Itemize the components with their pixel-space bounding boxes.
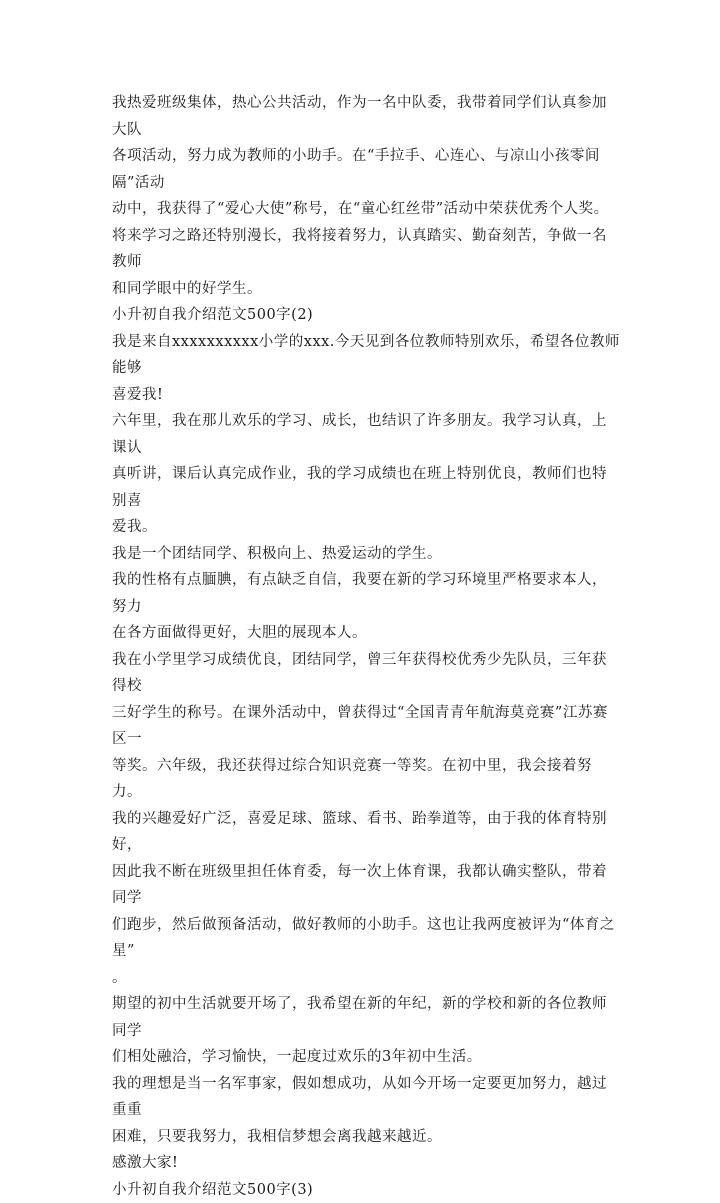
section-heading: 小升初自我介绍范文500字(3) — [112, 1177, 620, 1203]
paragraph-line: 各项活动，努力成为教师的小助手。在“手拉手、心连心、与凉山小孩零间隔”活动 — [112, 143, 620, 196]
paragraph-line: 在各方面做得更好，大胆的展现本人。 — [112, 620, 620, 647]
paragraph-line: 因此我不断在班级里担任体育委，每一次上体育课，我都认确实整队，带着同学 — [112, 859, 620, 912]
paragraph-line: 六年里，我在那儿欢乐的学习、成长，也结识了许多朋友。我学习认真，上课认 — [112, 408, 620, 461]
paragraph-line: 我的兴趣爱好广泛，喜爱足球、篮球、看书、跆拳道等，由于我的体育特别好， — [112, 806, 620, 859]
paragraph-line: 我的性格有点腼腆，有点缺乏自信，我要在新的学习环境里严格要求本人，努力 — [112, 567, 620, 620]
paragraph-line: 们跑步，然后做预备活动，做好教师的小助手。这也让我两度被评为“体育之星” — [112, 912, 620, 965]
section-heading: 小升初自我介绍范文500字(2) — [112, 302, 620, 329]
paragraph-line: 期望的初中生活就要开场了，我希望在新的年纪，新的学校和新的各位教师同学 — [112, 991, 620, 1044]
paragraph-line: 喜爱我! — [112, 382, 620, 409]
paragraph-line: 动中，我获得了“爱心大使”称号，在“童心红丝带”活动中荣获优秀个人奖。 — [112, 196, 620, 223]
paragraph-line: 我热爱班级集体，热心公共活动，作为一名中队委，我带着同学们认真参加大队 — [112, 90, 620, 143]
paragraph-line: 。 — [112, 965, 620, 992]
paragraph-line: 们相处融洽，学习愉快，一起度过欢乐的3年初中生活。 — [112, 1044, 620, 1071]
paragraph-line: 我的理想是当一名军事家，假如想成功，从如今开场一定要更加努力，越过重重 — [112, 1071, 620, 1124]
paragraph-line: 我是一个团结同学、积极向上、热爱运动的学生。 — [112, 541, 620, 568]
paragraph-line: 困难，只要我努力，我相信梦想会离我越来越近。 — [112, 1124, 620, 1151]
paragraph-line: 感激大家! — [112, 1150, 620, 1177]
document-body — [112, 90, 620, 1203]
paragraph-line: 将来学习之路还特别漫长，我将接着努力，认真踏实、勤奋刻苦，争做一名教师 — [112, 223, 620, 276]
paragraph-line: 和同学眼中的好学生。 — [112, 276, 620, 303]
paragraph-line: 爱我。 — [112, 514, 620, 541]
paragraph-line: 我在小学里学习成绩优良，团结同学，曾三年获得校优秀少先队员，三年获得校 — [112, 647, 620, 700]
paragraph-line: 三好学生的称号。在课外活动中，曾获得过“全国青青年航海莫竞赛”江苏赛区一 — [112, 700, 620, 753]
paragraph-line: 真听讲，课后认真完成作业，我的学习成绩也在班上特别优良，教师们也特别喜 — [112, 461, 620, 514]
paragraph-line: 等奖。六年级，我还获得过综合知识竞赛一等奖。在初中里，我会接着努力。 — [112, 753, 620, 806]
paragraph-line: 我是来自xxxxxxxxxx小学的xxx.今天见到各位教师特别欢乐，希望各位教师能够 — [112, 329, 620, 382]
